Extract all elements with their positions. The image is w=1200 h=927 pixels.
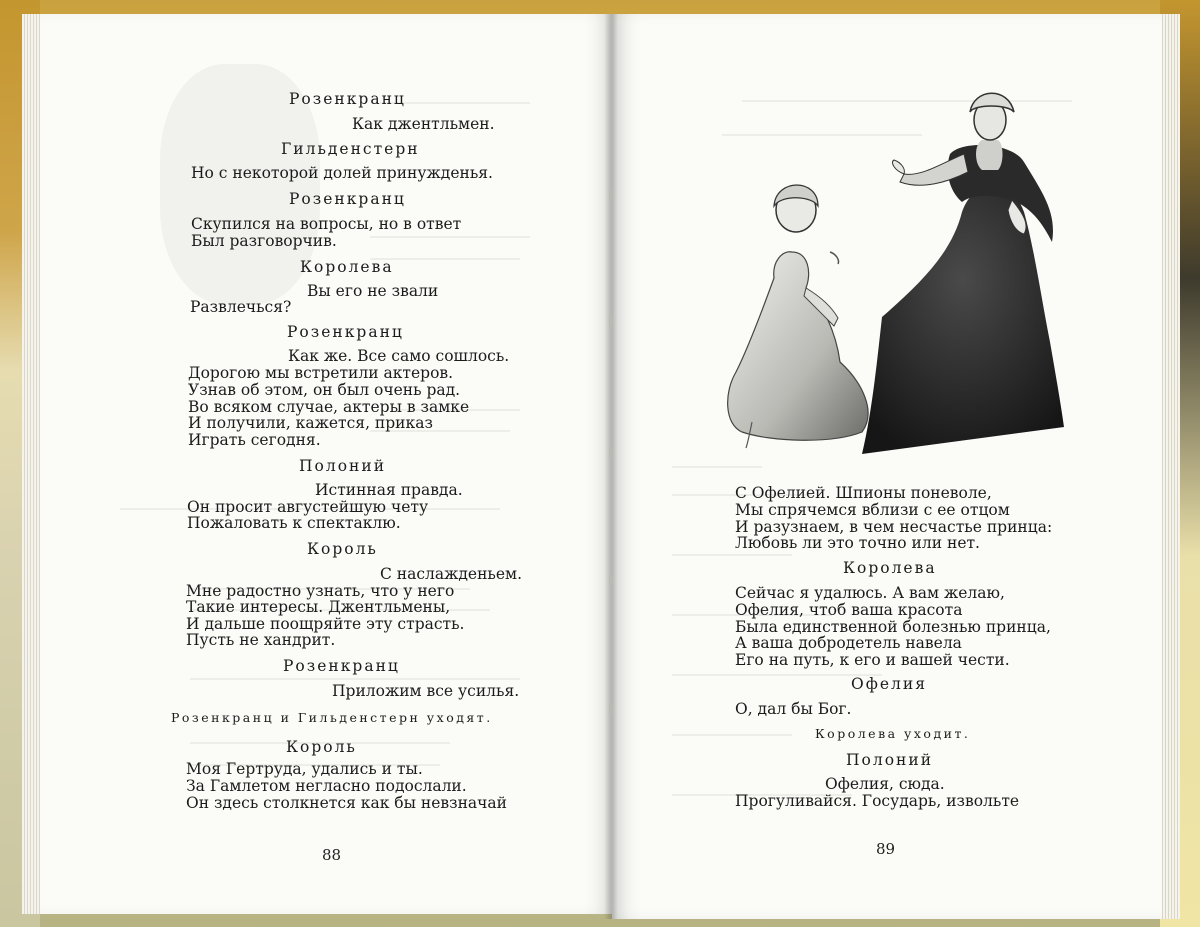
ophelia-and-queen-illustration [712,82,1082,464]
speaker-queen: Королева [300,258,394,276]
stage-direction: Розенкранц и Гильденстерн уходят. [171,710,493,725]
binding-stitch [609,316,612,326]
speaker-rosencrantz: Розенкранц [283,657,400,675]
verse-line: Он здесь столкнется как бы невзначай [186,794,507,812]
verse-line: Пусть не хандрит. [186,631,336,649]
verse-line: Офелия, сюда. [825,775,945,793]
verse-line: Пожаловать к спектаклю. [187,514,401,532]
verse-line: С Офелией. Шпионы поневоле, [735,484,992,502]
binding-stitch [609,448,612,458]
queen-figure [862,186,1064,454]
speaker-ophelia: Офелия [851,675,927,693]
book-gutter [604,14,618,919]
binding-stitch [609,190,612,200]
verse-line: Приложим все усилья. [332,682,520,700]
verse-line: Офелия, чтоб ваша красота [735,601,963,619]
verse-line: Узнав об этом, он был очень рад. [188,381,461,399]
speaker-guildenstern: Гильденстерн [281,140,420,158]
verse-line: И получили, кажется, приказ [188,414,433,432]
stage-direction: Королева уходит. [815,726,971,741]
verse-line: Он просит августейшую чету [187,498,429,516]
page-number: 89 [876,840,896,858]
verse-line: С наслажденьем. [380,565,523,583]
verse-line: Скупился на вопросы, но в ответ [191,215,462,233]
verse-line: Моя Гертруда, удались и ты. [186,760,423,778]
verse-line: Был разговорчив. [191,232,337,250]
verse-line: А ваша добродетель навела [735,634,962,652]
speaker-polonius: Полоний [299,457,387,475]
binding-stitch [609,575,612,585]
speaker-queen: Королева [843,559,937,577]
verse-line: Мне радостно узнать, что у него [186,582,455,600]
verse-line: Была единственной болезнью принца, [735,618,1051,636]
ophelia-figure [728,252,868,440]
page-edges-left [22,14,42,914]
verse-line: О, дал бы Бог. [735,700,852,718]
speaker-rosencrantz: Розенкранц [289,190,406,208]
verse-line: Такие интересы. Джентльмены, [186,598,451,616]
speaker-king: Король [286,738,357,756]
page-edges-right [1160,14,1180,919]
verse-line: За Гамлетом негласно подослали. [186,777,467,795]
speaker-rosencrantz: Розенкранц [289,90,406,108]
speaker-rosencrantz: Розенкранц [287,323,404,341]
verse-line: Истинная правда. [315,481,463,499]
verse-line: Дорогою мы встретили актеров. [188,364,454,382]
verse-line: И разузнаем, в чем несчастье принца: [735,518,1053,536]
verse-line: Во всяком случае, актеры в замке [188,398,470,416]
verse-line: Его на путь, к его и вашей чести. [735,651,1010,669]
verse-line: Прогуливайся. Государь, извольте [735,792,1020,810]
verse-line: Любовь ли это точно или нет. [735,534,980,552]
speaker-polonius: Полоний [846,751,934,769]
verse-line: И дальше поощряйте эту страсть. [186,615,465,633]
verse-line: Сейчас я удалюсь. А вам желаю, [735,584,1005,602]
verse-line: Мы спрячемся вблизи с ее отцом [735,501,1010,519]
binding-stitch [609,705,612,715]
page-number: 88 [322,846,342,864]
verse-line: Развлечься? [190,298,292,316]
verse-line: Как джентльмен. [352,115,495,133]
verse-line: Но с некоторой долей принужденья. [191,164,493,182]
speaker-king: Король [307,540,378,558]
verse-line: Вы его не звали [307,282,439,300]
verse-line: Играть сегодня. [188,431,321,449]
verse-line: Как же. Все само сошлось. [288,347,510,365]
